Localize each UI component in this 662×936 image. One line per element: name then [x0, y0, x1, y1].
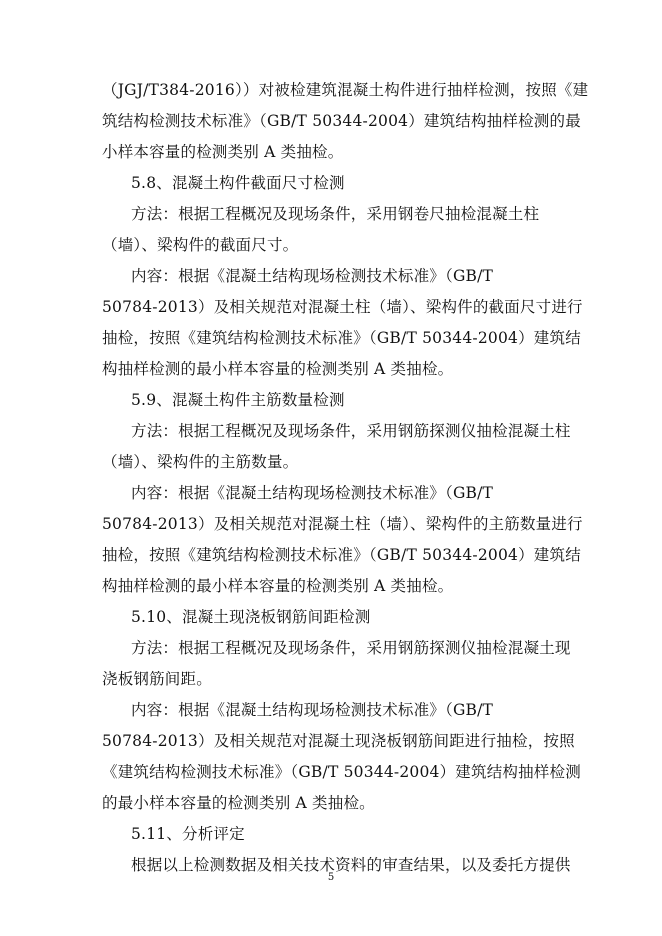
body-text-line: 构抽样检测的最小样本容量的检测类别 A 类抽检。 [102, 577, 454, 595]
body-text-line: 抽检，按照《建筑结构检测技术标准》（GB/T 50344-2004）建筑结 [102, 546, 581, 564]
body-text-line: 抽检，按照《建筑结构检测技术标准》（GB/T 50344-2004）建筑结 [102, 329, 581, 347]
body-text-line: 根据以上检测数据及相关技术资料的审查结果，以及委托方提供 [131, 856, 571, 874]
body-text-line: 50784-2013）及相关规范对混凝土现浇板钢筋间距进行抽检，按照 [102, 732, 575, 750]
body-text-line: 方法：根据工程概况及现场条件，采用钢卷尺抽检混凝土柱 [131, 205, 540, 223]
body-text-line: 方法：根据工程概况及现场条件，采用钢筋探测仪抽检混凝土柱 [131, 422, 571, 440]
body-text-line: 《建筑结构检测技术标准》（GB/T 50344-2004）建筑结构抽样检测 [102, 763, 581, 781]
body-text-line: 方法：根据工程概况及现场条件，采用钢筋探测仪抽检混凝土现 [131, 639, 571, 657]
body-text-line: （墙）、梁构件的主筋数量。 [102, 453, 299, 471]
section-heading-5-9: 5.9、混凝土构件主筋数量检测 [131, 391, 345, 409]
body-text-line: （墙）、梁构件的截面尺寸。 [102, 236, 299, 254]
section-heading-5-8: 5.8、混凝土构件截面尺寸检测 [131, 174, 345, 192]
page-number: 5 [327, 872, 335, 883]
body-text-line: 的最小样本容量的检测类别 A 类抽检。 [102, 794, 375, 812]
body-text-line: （JGJ/T384-2016））对被检建筑混凝土构件进行抽样检测，按照《建 [102, 81, 589, 99]
body-text-line: 50784-2013）及相关规范对混凝土柱（墙）、梁构件的截面尺寸进行 [102, 298, 583, 316]
body-text-line: 内容：根据《混凝土结构现场检测技术标准》（GB/T [131, 701, 494, 719]
body-text-line: 浇板钢筋间距。 [102, 670, 212, 688]
section-heading-5-10: 5.10、混凝土现浇板钢筋间距检测 [131, 608, 371, 626]
section-heading-5-11: 5.11、分析评定 [131, 825, 245, 843]
body-text-line: 小样本容量的检测类别 A 类抽检。 [102, 143, 344, 161]
body-text-line: 内容：根据《混凝土结构现场检测技术标准》（GB/T [131, 484, 494, 502]
body-text-line: 内容：根据《混凝土结构现场检测技术标准》（GB/T [131, 267, 494, 285]
body-text-line: 构抽样检测的最小样本容量的检测类别 A 类抽检。 [102, 360, 454, 378]
body-text-line: 筑结构检测技术标准》（GB/T 50344-2004）建筑结构抽样检测的最 [102, 112, 581, 130]
body-text-line: 50784-2013）及相关规范对混凝土柱（墙）、梁构件的主筋数量进行 [102, 515, 583, 533]
